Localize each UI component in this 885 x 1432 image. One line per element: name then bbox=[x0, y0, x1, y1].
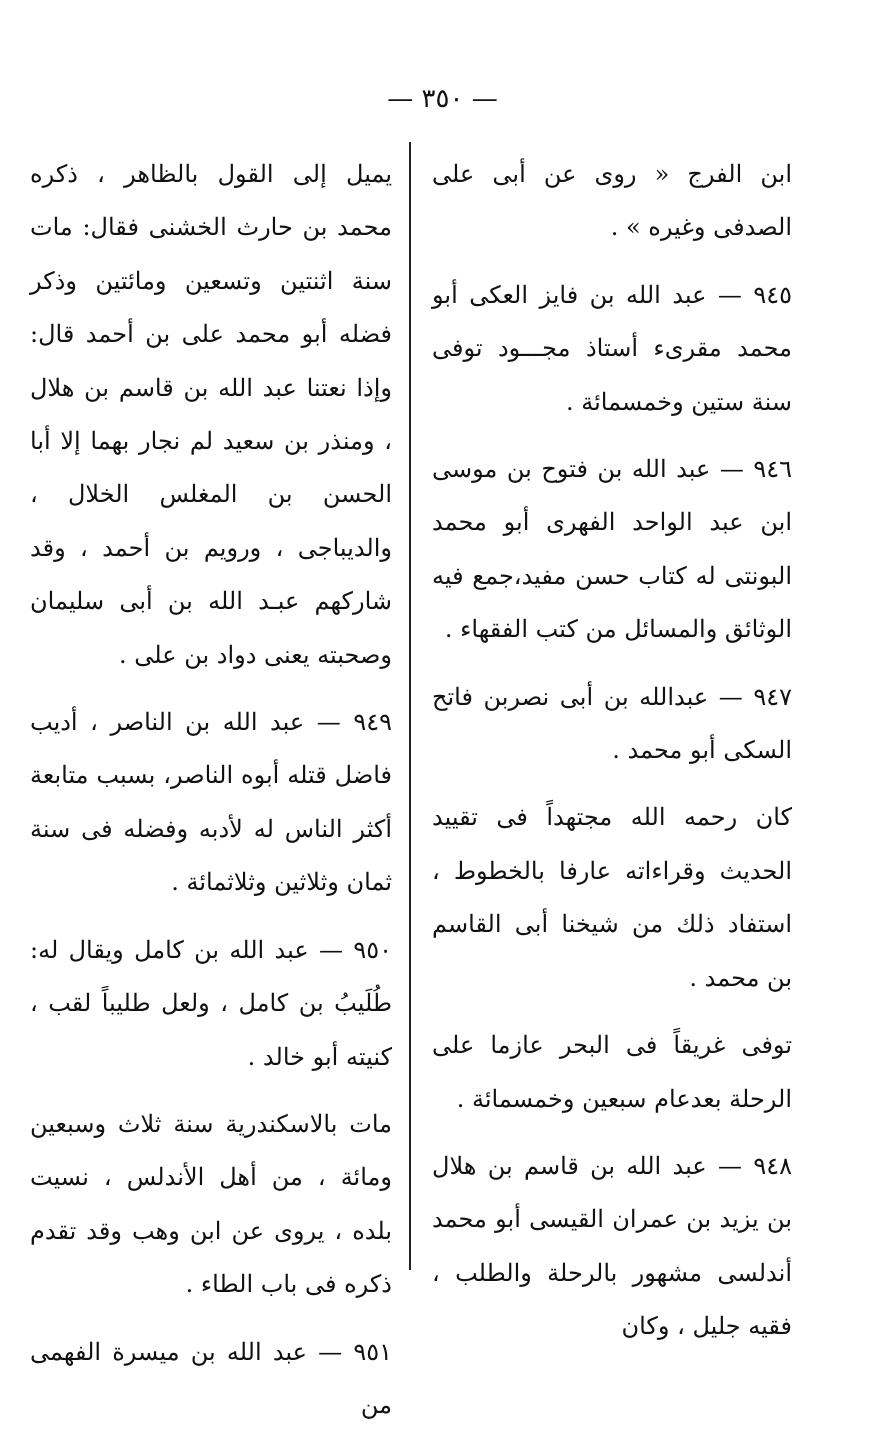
entry-951: ٩٥١ — عبد الله بن ميسرة الفهمى من bbox=[30, 1337, 392, 1419]
right-column bbox=[432, 148, 792, 1354]
paragraph-gap bbox=[30, 1312, 392, 1326]
paragraph-gap bbox=[432, 777, 792, 791]
entry-948-continuation: يميل إلى القول بالظاهر ، ذكره محمد بن حارث الخشنى فقال: مات سنة اثنتين وتسعين ومائتين وذكر فضله أبو محمد على بن أحمد قال: وإذا نعتنا عبد الله بن قاسم بن هلال ، ومنذر بن سعيد لم نجار بهما إلا أبا الحسن بن المغلس الخلال ، والديباجى ، ورويم بن أحمد ، وقد شاركهم عبـد الله بن أبى سليمان وصحبته يعنى دواد بن على . bbox=[30, 160, 392, 669]
entry-948: ٩٤٨ — عبد الله بن قاسم بن هلال بن يزيد بن عمران القيسى أبو محمد أندلسى مشهور بالرحلة والطلب ، فقيه جليل ، وكان bbox=[432, 1151, 792, 1341]
entry-continuation: ابن الفرج « روى عن أبى على الصدفى وغيره » . bbox=[432, 160, 792, 242]
paragraph-gap bbox=[432, 429, 792, 443]
entry-947-death: توفى غريقاً فى البحر عازما على الرحلة بعدعام سبعين وخمسمائة . bbox=[432, 1031, 792, 1113]
entry-946: ٩٤٦ — عبد الله بن فتوح بن موسى ابن عبد الواحد الفهرى أبو محمد البونتى له كتاب حسن مفيد،جمع فيه الوثائق والمسائل من كتب الفقهاء . bbox=[432, 455, 792, 644]
paragraph-gap bbox=[30, 682, 392, 696]
entry-950: ٩٥٠ — عبد الله بن كامل ويقال له: طُلَيبُ بن كامل ، ولعل طليباً لقب ، كنيته أبو خالد . bbox=[30, 935, 392, 1071]
paragraph-gap bbox=[432, 1126, 792, 1140]
paragraph-gap bbox=[30, 1084, 392, 1098]
left-column bbox=[30, 148, 392, 1432]
paragraph-gap bbox=[432, 1005, 792, 1019]
entry-945: ٩٤٥ — عبد الله بن فايز العكى أبو محمد مقرىء أستاذ مجـــود توفى سنة ستين وخمسمائة . bbox=[432, 280, 792, 416]
entry-949: ٩٤٩ — عبد الله بن الناصر ، أديب فاضل قتله أبوه الناصر، بسبب متابعة أكثر الناس له لأدبه وفضله فى سنة ثمان وثلاثين وثلاثمائة . bbox=[30, 708, 392, 897]
entry-947: ٩٤٧ — عبدالله بن أبى نصربن فاتح السكى أبو محمد . bbox=[432, 682, 792, 765]
page-number: — ٣٥٠ — bbox=[387, 84, 498, 114]
entry-947-note: كان رحمه الله مجتهداً فى تقييد الحديث وقراءاته عارفا بالخطوط ، استفاد ذلك من شيخنا أبى القاسم بن محمد . bbox=[432, 803, 792, 992]
paragraph-gap bbox=[432, 255, 792, 269]
paragraph-gap bbox=[30, 910, 392, 924]
column-divider bbox=[409, 142, 411, 1270]
entry-950-note: مات بالاسكندرية سنة ثلاث وسبعين ومائة ، من أهل الأندلس ، نسيت بلده ، يروى عن ابن وهب وقد تقدم ذكره فى باب الطاء . bbox=[30, 1109, 392, 1299]
paragraph-gap bbox=[432, 657, 792, 671]
